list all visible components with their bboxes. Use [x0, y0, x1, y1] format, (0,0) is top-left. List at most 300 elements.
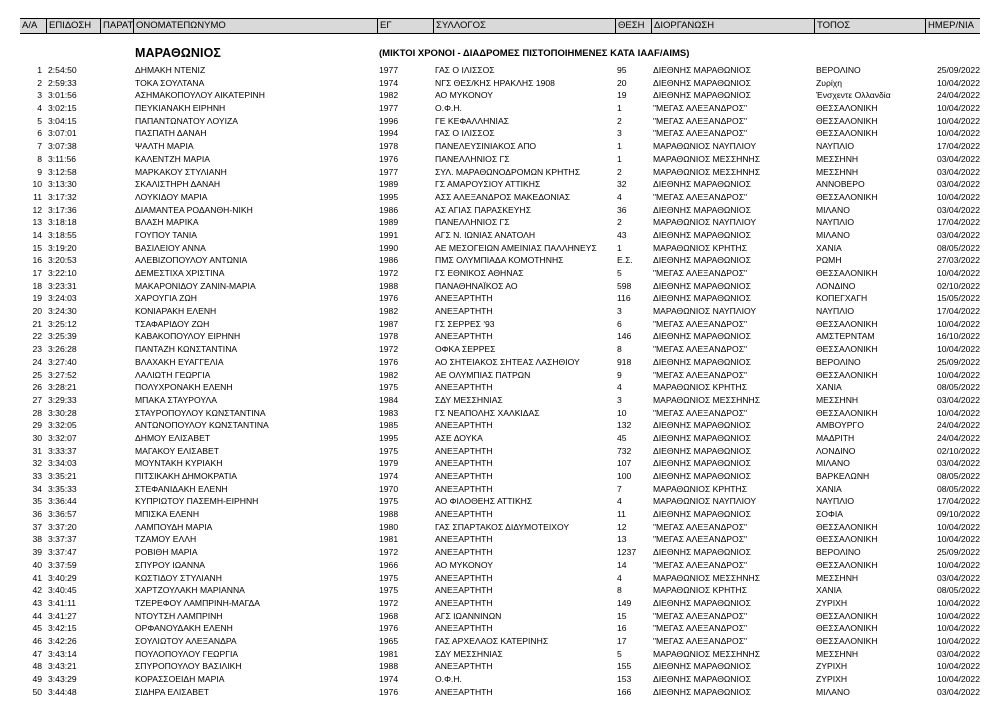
name-cell: ΔΗΜΟΥ ΕΛΙΣΑΒΕΤ [135, 432, 211, 443]
aa-cell: 27 [32, 394, 42, 405]
position-cell: 4 [617, 191, 622, 202]
year-cell: 1979 [379, 458, 399, 469]
place-cell: ΜΙΛΑΝΟ [816, 458, 850, 469]
table-row [20, 204, 980, 217]
time-cell: 3:29:33 [48, 394, 77, 405]
position-cell: 11 [617, 509, 626, 520]
year-cell: 1975 [379, 445, 399, 456]
organization-cell: "ΜΕΓΑΣ ΑΛΕΞΑΝΔΡΟΣ" [653, 128, 748, 139]
organization-cell: ΜΑΡΑΘΩΝΙΟΣ ΜΕΣΣΗΝΗΣ [653, 166, 761, 177]
position-cell: 2 [617, 217, 622, 228]
table-row [20, 229, 980, 242]
place-cell: ΒΕΡΟΛΙΝΟ [816, 547, 861, 558]
club-cell: ΑΝΕΞΑΡΤΗΤΗ [435, 483, 493, 494]
year-cell: 1989 [379, 217, 399, 228]
position-cell: 166 [617, 686, 632, 697]
name-cell: ΚΩΣΤΙΔΟΥ ΣΤΥΛΙΑΝΗ [135, 572, 222, 583]
place-cell: ΘΕΣΣΑΛΟΝΙΚΗ [816, 407, 878, 418]
place-cell: ΜΕΣΣΗΝΗ [816, 394, 859, 405]
club-cell: ΑΝΕΞΑΡΤΗΤΗ [435, 471, 493, 481]
year-cell: 1988 [379, 509, 399, 520]
time-cell: 3:34:03 [48, 458, 77, 469]
table-row [20, 254, 980, 267]
time-cell: 3:40:45 [48, 585, 77, 596]
position-cell: 153 [617, 674, 632, 684]
year-cell: 1977 [379, 103, 399, 114]
time-cell: 3:24:30 [48, 306, 77, 317]
table-row [20, 153, 980, 166]
club-cell: ΓΣ ΝΕΑΠΟΛΗΣ ΧΑΛΚΙΔΑΣ [435, 407, 540, 418]
time-cell: 3:32:05 [48, 420, 77, 431]
name-cell: ΤΟΚΑ ΣΟΥΛΤΑΝΑ [135, 77, 205, 88]
name-cell: ΜΑΡΚΑΚΟΥ ΣΤΥΛΙΑΝΗ [135, 166, 227, 177]
time-cell: 3:36:44 [48, 496, 77, 507]
time-cell: 3:37:20 [48, 521, 77, 532]
position-cell: 146 [617, 331, 632, 342]
position-cell: 116 [617, 293, 631, 304]
date-cell: 10/04/2022 [936, 661, 980, 672]
table-row [20, 660, 980, 673]
aa-cell: 47 [32, 648, 42, 659]
name-cell: ΚΟΝΙΑΡΑΚΗ ΕΛΕΝΗ [135, 306, 217, 317]
place-cell: ΛΟΝΔΙΝΟ [816, 280, 856, 291]
table-row [20, 318, 980, 331]
name-cell: ΒΛΑΣΗ ΜΑΡΙΚΑ [135, 217, 199, 228]
date-cell: 10/04/2022 [936, 77, 980, 88]
date-cell: 03/04/2022 [936, 153, 980, 164]
year-cell: 1974 [379, 674, 399, 684]
year-cell: 1977 [379, 166, 399, 177]
name-cell: ΜΟΥΝΤΑΚΗ ΚΥΡΙΑΚΗ [135, 458, 223, 469]
position-cell: 3 [617, 128, 622, 139]
table-row [20, 127, 980, 140]
aa-cell: 31 [32, 445, 42, 456]
date-cell: 03/04/2022 [936, 166, 980, 177]
place-cell: ΝΑΥΠΛΙΟ [816, 306, 855, 317]
date-cell: 16/10/2022 [936, 331, 980, 342]
results-table-body [20, 64, 980, 698]
date-cell: 02/10/2022 [936, 280, 980, 291]
position-cell: 2 [617, 115, 622, 126]
organization-cell: ΜΑΡΑΘΩΝΙΟΣ ΚΡΗΤΗΣ [653, 382, 748, 393]
aa-cell: 12 [32, 204, 42, 215]
aa-cell: 16 [32, 255, 42, 266]
date-cell: 03/04/2022 [936, 572, 980, 583]
organization-cell: ΜΑΡΑΘΩΝΙΟΣ ΜΕΣΣΗΝΗΣ [653, 648, 761, 659]
year-cell: 1975 [379, 496, 399, 507]
event-title: ΜΑΡΑΘΩΝΙΟΣ [135, 46, 222, 60]
position-cell: 13 [617, 534, 627, 545]
date-cell: 10/04/2022 [936, 597, 980, 608]
year-cell: 1982 [379, 369, 399, 380]
place-cell: ΘΕΣΣΑΛΟΝΙΚΗ [816, 268, 878, 278]
header-year: ΕΓ [377, 19, 434, 33]
aa-cell: 50 [32, 686, 42, 697]
name-cell: ΛΑΜΠΟΥΔΗ ΜΑΡΙΑ [135, 521, 213, 532]
time-cell: 3:24:03 [48, 293, 77, 304]
place-cell: ΧΑΝΙΑ [816, 242, 842, 253]
aa-cell: 19 [32, 293, 42, 304]
place-cell: ΘΕΣΣΑΛΟΝΙΚΗ [816, 623, 878, 634]
year-cell: 1972 [379, 547, 399, 558]
place-cell: ΖΥΡΙΧΗ [816, 597, 848, 608]
position-cell: 918 [617, 356, 632, 367]
table-row [20, 483, 980, 496]
table-row [20, 533, 980, 546]
club-cell: ΑΝΕΞΑΡΤΗΤΗ [435, 458, 493, 469]
position-cell: 4 [617, 496, 622, 507]
date-cell: 17/04/2022 [936, 306, 980, 317]
name-cell: ΧΑΡΤΖΟΥΛΑΚΗ ΜΑΡΙΑΝΝΑ [135, 585, 245, 596]
date-cell: 24/04/2022 [936, 90, 980, 101]
aa-cell: 14 [32, 229, 42, 240]
year-cell: 1976 [379, 356, 399, 367]
organization-cell: "ΜΕΓΑΣ ΑΛΕΞΑΝΔΡΟΣ" [653, 344, 748, 355]
club-cell: ΣΔΥ ΜΕΣΣΗΝΙΑΣ [435, 394, 503, 405]
aa-cell: 25 [32, 369, 42, 380]
organization-cell: "ΜΕΓΑΣ ΑΛΕΞΑΝΔΡΟΣ" [653, 191, 748, 202]
club-cell: ΠΑΝΑΘΗΝΑΪΚΟΣ ΑΟ [435, 280, 518, 291]
time-cell: 3:41:27 [48, 610, 77, 621]
aa-cell: 42 [32, 585, 42, 596]
table-row [20, 686, 980, 699]
club-cell: ΑΝΕΞΑΡΤΗΤΗ [435, 382, 493, 393]
organization-cell: ΔΙΕΘΝΗΣ ΜΑΡΑΘΩΝΙΟΣ [653, 445, 751, 456]
name-cell: ΣΠΥΡΟΠΟΥΛΟΥ ΒΑΣΙΛΙΚΗ [135, 661, 242, 672]
aa-cell: 37 [32, 521, 42, 532]
club-cell: ΠΜΣ ΟΛΥΜΠΙΑΔΑ ΚΟΜΟΤΗΝΗΣ [435, 255, 564, 266]
club-cell: ΠΑΝΕΛΛΗΝΙΟΣ ΓΣ [435, 153, 510, 164]
name-cell: ΠΑΣΠΑΤΗ ΔΑΝΑΗ [135, 128, 207, 139]
name-cell: ΧΑΡΟΥΓΙΑ ΖΩΗ [135, 293, 197, 304]
place-cell: ΜΕΣΣΗΝΗ [816, 166, 859, 177]
organization-cell: ΔΙΕΘΝΗΣ ΜΑΡΑΘΩΝΙΟΣ [653, 661, 751, 672]
place-cell: ΜΙΛΑΝΟ [816, 686, 850, 697]
position-cell: 107 [617, 458, 632, 469]
header-parat: ΠΑΡΑΤ [100, 19, 135, 33]
position-cell: 6 [617, 318, 622, 329]
time-cell: 3:43:14 [48, 648, 77, 659]
name-cell: ΑΛΕΒΙΖΟΠΟΥΛΟΥ ΑΝΤΩΝΙΑ [135, 255, 248, 266]
club-cell: ΑΝΕΞΑΡΤΗΤΗ [435, 509, 493, 520]
club-cell: ΑΝΕΞΑΡΤΗΤΗ [435, 293, 493, 304]
table-row [20, 77, 980, 90]
place-cell: ΘΕΣΣΑΛΟΝΙΚΗ [816, 369, 878, 380]
year-cell: 1968 [379, 610, 399, 621]
organization-cell: ΜΑΡΑΘΩΝΙΟΣ ΝΑΥΠΛΙΟΥ [653, 306, 757, 317]
aa-cell: 15 [32, 242, 42, 253]
club-cell: ΟΦΚΑ ΣΕΡΡΕΣ [435, 344, 496, 355]
organization-cell: ΔΙΕΘΝΗΣ ΜΑΡΑΘΩΝΙΟΣ [653, 509, 751, 520]
time-cell: 3:07:01 [48, 128, 77, 139]
place-cell: ΑΜΣΤΕΡΝΤΑΜ [816, 331, 875, 342]
place-cell: ΧΑΝΙΑ [816, 382, 842, 393]
year-cell: 1977 [379, 65, 399, 75]
organization-cell: "ΜΕΓΑΣ ΑΛΕΞΑΝΔΡΟΣ" [653, 521, 748, 532]
aa-cell: 29 [32, 420, 42, 431]
place-cell: ΘΕΣΣΑΛΟΝΙΚΗ [816, 610, 878, 621]
date-cell: 02/10/2022 [936, 445, 980, 456]
year-cell: 1982 [379, 306, 399, 317]
name-cell: ΡΟΒΙΘΗ ΜΑΡΙΑ [135, 547, 198, 558]
year-cell: 1983 [379, 407, 399, 418]
club-cell: Ο.Φ.Η. [435, 103, 462, 114]
time-cell: 3:40:29 [48, 572, 77, 583]
table-row [20, 470, 980, 483]
table-header [20, 18, 980, 34]
aa-cell: 24 [32, 356, 42, 367]
name-cell: ΚΑΒΑΚΟΠΟΥΛΟΥ ΕΙΡΗΝΗ [135, 331, 241, 342]
place-cell: ΜΑΔΡΙΤΗ [816, 432, 855, 443]
header-name: ΟΝΟΜΑΤΕΠΩΝΥΜΟ [133, 19, 376, 33]
name-cell: ΜΠΑΚΑ ΣΤΑΥΡΟΥΛΑ [135, 394, 217, 405]
organization-cell: ΜΑΡΑΘΩΝΙΟΣ ΝΑΥΠΛΙΟΥ [653, 496, 757, 507]
date-cell: 10/04/2022 [936, 318, 980, 329]
date-cell: 10/04/2022 [936, 674, 980, 684]
table-row [20, 102, 980, 115]
place-cell: ΘΕΣΣΑΛΟΝΙΚΗ [816, 103, 878, 114]
table-row [20, 381, 980, 394]
time-cell: 3:32:07 [48, 432, 77, 443]
organization-cell: ΜΑΡΑΘΩΝΙΟΣ ΚΡΗΤΗΣ [653, 483, 748, 494]
time-cell: 3:44:48 [48, 686, 77, 697]
aa-cell: 11 [33, 191, 42, 202]
place-cell: ΘΕΣΣΑΛΟΝΙΚΗ [816, 318, 878, 329]
position-cell: 20 [617, 77, 627, 88]
date-cell: 10/04/2022 [936, 103, 980, 114]
position-cell: 132 [617, 420, 632, 431]
club-cell: ΑΓΣ ΙΩΑΝΝΙΝΩΝ [435, 610, 502, 621]
name-cell: ΜΠΙΣΚΑ ΕΛΕΝΗ [135, 509, 200, 520]
place-cell: ΛΟΝΔΙΝΟ [816, 445, 856, 456]
position-cell: 45 [617, 432, 627, 443]
position-cell: 3 [617, 394, 622, 405]
date-cell: 24/04/2022 [936, 432, 980, 443]
table-row [20, 343, 980, 356]
name-cell: ΣΟΥΛΙΩΤΟΥ ΑΛΕΞΑΝΔΡΑ [135, 635, 237, 646]
place-cell: ΜΕΣΣΗΝΗ [816, 572, 859, 583]
place-cell: ΝΑΥΠΛΙΟ [816, 217, 855, 228]
position-cell: 2 [617, 166, 622, 177]
organization-cell: ΜΑΡΑΘΩΝΙΟΣ ΝΑΥΠΛΙΟΥ [653, 141, 757, 152]
time-cell: 2:54:50 [48, 65, 77, 75]
year-cell: 1978 [379, 331, 399, 342]
club-cell: ΑΣΣ ΑΛΕΞΑΝΔΡΟΣ ΜΑΚΕΔΟΝΙΑΣ [435, 191, 571, 202]
year-cell: 1970 [379, 483, 399, 494]
table-row [20, 407, 980, 420]
year-cell: 1995 [379, 191, 399, 202]
time-cell: 3:25:39 [48, 331, 77, 342]
time-cell: 3:37:37 [48, 534, 77, 545]
position-cell: 732 [617, 445, 632, 456]
aa-cell: 10 [32, 179, 42, 190]
club-cell: ΑΟ ΜΥΚΟΝΟΥ [435, 90, 494, 101]
name-cell: ΣΠΥΡΟΥ ΙΩΑΝΝΑ [135, 559, 206, 570]
name-cell: ΛΑΛΙΩΤΗ ΓΕΩΡΓΙΑ [135, 369, 211, 380]
time-cell: 3:41:11 [48, 597, 77, 608]
place-cell: ΘΕΣΣΑΛΟΝΙΚΗ [816, 559, 878, 570]
place-cell: ΝΑΥΠΛΙΟ [816, 141, 855, 152]
place-cell: ΧΑΝΙΑ [816, 483, 842, 494]
time-cell: 3:26:28 [48, 344, 77, 355]
time-cell: 3:30:28 [48, 407, 77, 418]
date-cell: 27/03/2022 [936, 255, 980, 266]
date-cell: 10/04/2022 [936, 534, 980, 545]
position-cell: 5 [617, 648, 622, 659]
organization-cell: ΜΑΡΑΘΩΝΙΟΣ ΜΕΣΣΗΝΗΣ [653, 153, 761, 164]
club-cell: ΑΝΕΞΑΡΤΗΤΗ [435, 547, 493, 558]
header-aa: Α/Α [22, 20, 38, 31]
time-cell: 3:37:47 [48, 547, 77, 558]
place-cell: ΑΝΝΟΒΕΡΟ [816, 179, 865, 190]
date-cell: 03/04/2022 [936, 686, 980, 697]
club-cell: ΑΝΕΞΑΡΤΗΤΗ [435, 623, 493, 634]
club-cell: ΑΕ ΟΛΥΜΠΙΑΣ ΠΑΤΡΩΝ [435, 369, 531, 380]
aa-cell: 48 [32, 661, 42, 672]
club-cell: ΓΑΣ Ο ΙΛΙΣΣΟΣ [435, 128, 495, 139]
organization-cell: ΔΙΕΘΝΗΣ ΜΑΡΑΘΩΝΙΟΣ [653, 77, 751, 88]
organization-cell: "ΜΕΓΑΣ ΑΛΕΞΑΝΔΡΟΣ" [653, 534, 748, 545]
club-cell: ΣΔΥ ΜΕΣΣΗΝΙΑΣ [435, 648, 503, 659]
time-cell: 3:18:18 [48, 217, 77, 228]
time-cell: 3:27:52 [48, 369, 77, 380]
club-cell: ΓΣ ΣΕΡΡΕΣ '93 [435, 318, 495, 329]
table-row [20, 64, 980, 77]
position-cell: 19 [617, 90, 627, 101]
place-cell: ΘΕΣΣΑΛΟΝΙΚΗ [816, 521, 878, 532]
aa-cell: 43 [32, 597, 42, 608]
position-cell: 7 [617, 483, 622, 494]
time-cell: 3:07:38 [48, 141, 77, 152]
table-row [20, 267, 980, 280]
year-cell: 1981 [379, 648, 399, 659]
club-cell: ΑΝΕΞΑΡΤΗΤΗ [435, 661, 493, 672]
place-cell: ΒΑΡΚΕΛΩΝΗ [816, 471, 870, 481]
table-row [20, 508, 980, 521]
aa-cell: 36 [32, 509, 42, 520]
table-row [20, 584, 980, 597]
position-cell: 10 [617, 407, 627, 418]
organization-cell: ΔΙΕΘΝΗΣ ΜΑΡΑΘΩΝΙΟΣ [653, 293, 751, 304]
position-cell: 155 [617, 661, 632, 672]
date-cell: 10/04/2022 [936, 610, 980, 621]
year-cell: 1990 [379, 242, 399, 253]
position-cell: 15 [617, 610, 627, 621]
name-cell: ΚΟΡΑΣΣΟΕΙΔΗ ΜΑΡΙΑ [135, 674, 225, 684]
club-cell: ΑΝΕΞΑΡΤΗΤΗ [435, 331, 493, 342]
organization-cell: "ΜΕΓΑΣ ΑΛΕΞΑΝΔΡΟΣ" [653, 268, 748, 278]
year-cell: 1976 [379, 686, 399, 697]
organization-cell: ΔΙΕΘΝΗΣ ΜΑΡΑΘΩΝΙΟΣ [653, 280, 751, 291]
table-row [20, 445, 980, 458]
organization-cell: "ΜΕΓΑΣ ΑΛΕΞΑΝΔΡΟΣ" [653, 635, 748, 646]
table-row [20, 572, 980, 585]
place-cell: ΘΕΣΣΑΛΟΝΙΚΗ [816, 635, 878, 646]
date-cell: 03/04/2022 [936, 458, 980, 469]
organization-cell: ΔΙΕΘΝΗΣ ΜΑΡΑΘΩΝΙΟΣ [653, 432, 751, 443]
table-row [20, 495, 980, 508]
year-cell: 1974 [379, 471, 399, 481]
time-cell: 3:17:32 [48, 191, 77, 202]
aa-cell: 45 [32, 623, 42, 634]
place-cell: ΜΙΛΑΝΟ [816, 229, 850, 240]
position-cell: 32 [617, 179, 627, 190]
organization-cell: ΜΑΡΑΘΩΝΙΟΣ ΝΑΥΠΛΙΟΥ [653, 217, 757, 228]
organization-cell: "ΜΕΓΑΣ ΑΛΕΞΑΝΔΡΟΣ" [653, 610, 748, 621]
position-cell: Ε.Σ. [617, 255, 633, 266]
club-cell: ΣΥΛ. ΜΑΡΑΘΩΝΟΔΡΟΜΩΝ ΚΡΗΤΗΣ [435, 166, 581, 177]
time-cell: 3:28:21 [48, 382, 77, 393]
name-cell: ΔΕΜΕΣΤΙΧΑ ΧΡΙΣΤΙΝΑ [135, 268, 225, 278]
club-cell: ΓΑΣ ΣΠΑΡΤΑΚΟΣ ΔΙΔΥΜΟΤΕΙΧΟΥ [435, 521, 570, 532]
aa-cell: 49 [32, 674, 42, 684]
aa-cell: 41 [32, 572, 42, 583]
date-cell: 08/05/2022 [936, 585, 980, 596]
header-place: ΤΟΠΟΣ [814, 19, 925, 33]
organization-cell: ΔΙΕΘΝΗΣ ΜΑΡΑΘΩΝΙΟΣ [653, 420, 751, 431]
organization-cell: "ΜΕΓΑΣ ΑΛΕΞΑΝΔΡΟΣ" [653, 318, 748, 329]
time-cell: 3:01:56 [48, 90, 77, 101]
time-cell: 3:43:21 [48, 661, 77, 672]
event-title-row [20, 46, 980, 62]
table-row [20, 280, 980, 293]
name-cell: ΤΖΑΜΟΥ ΕΛΛΗ [135, 534, 197, 545]
aa-cell: 39 [32, 547, 42, 558]
organization-cell: "ΜΕΓΑΣ ΑΛΕΞΑΝΔΡΟΣ" [653, 103, 748, 114]
table-row [20, 330, 980, 343]
table-row [20, 622, 980, 635]
place-cell: ΡΩΜΗ [816, 255, 842, 266]
year-cell: 1976 [379, 623, 399, 634]
organization-cell: ΜΑΡΑΘΩΝΙΟΣ ΚΡΗΤΗΣ [653, 242, 748, 253]
date-cell: 25/09/2022 [936, 65, 980, 75]
date-cell: 03/04/2022 [936, 179, 980, 190]
place-cell: ΜΙΛΑΝΟ [816, 204, 850, 215]
place-cell: ΜΕΣΣΗΝΗ [816, 648, 859, 659]
name-cell: ΒΛΑΧΑΚΗ ΕΥΑΓΓΕΛΙΑ [135, 356, 224, 367]
header-time: ΕΠΙΔΟΣΗ [46, 19, 99, 33]
table-row [20, 546, 980, 559]
date-cell: 08/05/2022 [936, 242, 980, 253]
table-row [20, 457, 980, 470]
year-cell: 1975 [379, 572, 399, 583]
table-row [20, 610, 980, 623]
aa-cell: 18 [32, 280, 42, 291]
year-cell: 1987 [379, 318, 399, 329]
club-cell: ΑΟ ΦΙΛΟΘΕΗΣ ΑΤΤΙΚΗΣ [435, 496, 533, 507]
date-cell: 08/05/2022 [936, 471, 980, 481]
position-cell: 36 [617, 204, 627, 215]
organization-cell: ΜΑΡΑΘΩΝΙΟΣ ΚΡΗΤΗΣ [653, 585, 748, 596]
table-row [20, 673, 980, 686]
name-cell: ΤΖΕΡΕΦΟΥ ΛΑΜΠΡΙΝΗ-ΜΑΓΔΑ [135, 597, 260, 608]
date-cell: 17/04/2022 [936, 496, 980, 507]
position-cell: 149 [617, 597, 632, 608]
date-cell: 03/04/2022 [936, 394, 980, 405]
place-cell: ΘΕΣΣΑΛΟΝΙΚΗ [816, 128, 878, 139]
time-cell: 3:43:29 [48, 674, 77, 684]
place-cell: ΚΟΠΕΓΧΑΓΗ [816, 293, 868, 304]
year-cell: 1981 [379, 534, 399, 545]
event-note: (ΜΙΚΤΟΙ ΧΡΟΝΟΙ - ΔΙΑΔΡΟΜΕΣ ΠΙΣΤΟΠΟΙΗΜΕΝΕΣ ΚΑΤΑ IAAF/AIMS) [379, 48, 690, 59]
time-cell: 3:35:33 [48, 483, 77, 494]
header-club: ΣΥΛΛΟΓΟΣ [433, 19, 616, 33]
aa-cell: 1 [37, 65, 42, 75]
table-row [20, 216, 980, 229]
aa-cell: 32 [32, 458, 42, 469]
club-cell: ΑΝΕΞΑΡΤΗΤΗ [435, 597, 493, 608]
position-cell: 1 [617, 141, 622, 152]
